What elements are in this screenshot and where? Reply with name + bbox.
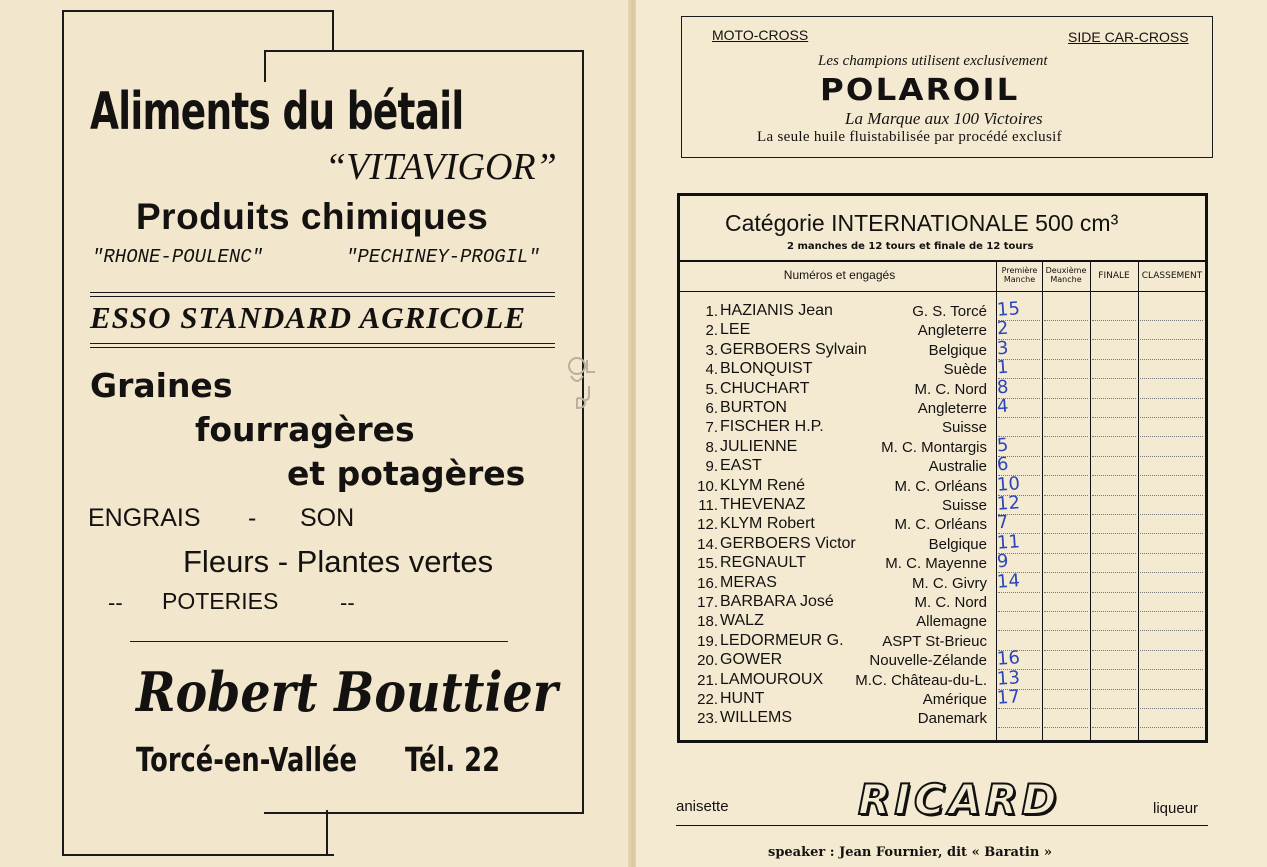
entry-dotline xyxy=(1092,689,1136,690)
row-club: M. C. Nord xyxy=(914,380,987,398)
row-number: 15. xyxy=(697,555,718,573)
row-number: 18. xyxy=(697,613,718,631)
entry-dotline xyxy=(1092,630,1136,631)
row-club: M. C. Orléans xyxy=(894,516,987,534)
entry-dotline xyxy=(1140,650,1203,651)
entry-dotline xyxy=(1044,320,1088,321)
entry-dotline xyxy=(1044,708,1088,709)
entry-dotline xyxy=(1140,592,1203,593)
entry-dotline xyxy=(1044,456,1088,457)
entry-dotline xyxy=(998,417,1040,418)
entry-dotline xyxy=(1140,514,1203,515)
entry-dotline xyxy=(1044,611,1088,612)
row-number: 12. xyxy=(697,516,718,534)
row-rider: FISCHER H.P. xyxy=(720,418,824,436)
row-club: M. C. Orléans xyxy=(894,477,987,495)
handwritten-result: 10 xyxy=(996,472,1021,496)
row-club: Nouvelle-Zélande xyxy=(869,652,987,670)
entry-dotline xyxy=(1092,553,1136,554)
row-number: 23. xyxy=(697,710,718,728)
handwritten-result: 8 xyxy=(996,376,1010,398)
ad-line-pechiney: "PECHINEY-PROGIL" xyxy=(346,246,540,268)
row-rider: KLYM Robert xyxy=(720,515,815,533)
table-col-rule xyxy=(1042,262,1043,740)
table-subtitle: 2 manches de 12 tours et finale de 12 tours xyxy=(787,241,1034,252)
entry-dotline xyxy=(1140,533,1203,534)
entry-dotline xyxy=(1044,514,1088,515)
row-club: Australie xyxy=(928,458,987,476)
entry-dotline xyxy=(1092,339,1136,340)
entry-dotline xyxy=(1140,378,1203,379)
entry-dotline xyxy=(1092,611,1136,612)
polaroil-brand: POLAROIL xyxy=(820,73,1020,108)
ad-line-rhone-poulenc: "RHONE-POULENC" xyxy=(92,246,264,268)
handwritten-result: 14 xyxy=(996,569,1021,593)
entry-dotline xyxy=(1092,708,1136,709)
header-entries: Numéros et engagés xyxy=(783,268,896,282)
row-club: Danemark xyxy=(917,710,987,728)
header-first-heat: Première Manche xyxy=(1001,266,1038,284)
ricard-brand: RICARD xyxy=(858,775,1061,824)
ad-line-vitavigor: “VITAVIGOR” xyxy=(325,146,557,188)
ad-rule xyxy=(90,347,555,348)
handwritten-result: 13 xyxy=(996,666,1021,690)
speaker-credit: speaker : Jean Fournier, dit « Baratin » xyxy=(768,845,1052,860)
entry-dotline xyxy=(1044,378,1088,379)
entry-dotline xyxy=(1044,650,1088,651)
entry-dotline xyxy=(1044,533,1088,534)
row-number: 10. xyxy=(697,477,718,495)
row-club: Belgique xyxy=(928,341,987,359)
entry-dotline xyxy=(1092,475,1136,476)
row-number: 17. xyxy=(697,594,718,611)
entry-dotline xyxy=(1140,708,1203,709)
ad-line-aliments: Aliments du bétail xyxy=(90,82,464,142)
entry-dotline xyxy=(1140,553,1203,554)
handwritten-result: 3 xyxy=(996,337,1010,360)
entry-dotline xyxy=(1092,495,1136,496)
row-rider: WALZ xyxy=(720,612,764,630)
ad-line-engrais: ENGRAIS xyxy=(88,504,201,532)
row-number: 3. xyxy=(705,341,718,359)
entry-dotline xyxy=(1092,572,1136,573)
row-rider: BLONQUIST xyxy=(720,360,813,378)
handwritten-result: 2 xyxy=(996,318,1010,340)
row-rider: GERBOERS Sylvain xyxy=(720,340,867,358)
row-club: Angleterre xyxy=(917,400,987,417)
entry-dotline xyxy=(1140,611,1203,612)
entry-dotline xyxy=(1044,669,1088,670)
ad-line-son: SON xyxy=(300,504,355,532)
row-number: 8. xyxy=(705,438,718,456)
polaroil-tagline: Les champions utilisent exclusivement xyxy=(818,53,1048,69)
row-number: 19. xyxy=(697,632,718,650)
ad-dash-right: -- xyxy=(340,590,355,615)
ad-line-esso: ESSO STANDARD AGRICOLE xyxy=(90,300,527,335)
row-number: 21. xyxy=(697,671,718,689)
entry-dotline xyxy=(1092,359,1136,360)
entry-dotline xyxy=(1140,727,1203,728)
row-club: Allemagne xyxy=(916,613,987,631)
row-rider: EAST xyxy=(720,457,762,475)
entry-dotline xyxy=(1140,359,1203,360)
entry-dotline xyxy=(1092,378,1136,379)
row-rider: KLYM René xyxy=(720,476,806,494)
ad-line-poteries: POTERIES xyxy=(162,588,279,614)
handwritten-result: 17 xyxy=(996,686,1021,709)
polaroil-motocross: MOTO-CROSS xyxy=(712,27,809,43)
entry-dotline xyxy=(1140,572,1203,573)
ad-rule xyxy=(90,296,555,297)
row-club: ASPT St-Brieuc xyxy=(882,632,987,650)
row-number: 5. xyxy=(705,380,718,398)
row-rider: LAMOUROUX xyxy=(720,670,824,688)
row-club: Belgique xyxy=(928,535,987,553)
row-club: M. C. Nord xyxy=(914,594,987,611)
handwritten-result: 9 xyxy=(996,550,1010,573)
ricard-anisette: anisette xyxy=(676,798,729,815)
row-rider: GOWER xyxy=(720,651,783,669)
handwritten-result: 15 xyxy=(996,298,1021,321)
handwritten-result: 11 xyxy=(996,531,1021,554)
row-club: Suisse xyxy=(941,419,987,437)
table-col-rule xyxy=(1138,262,1139,740)
ad-line-fourrageres: fourragères xyxy=(195,410,415,449)
row-rider: LEE xyxy=(720,321,751,339)
library-stamp-icon xyxy=(567,352,603,412)
row-rider: WILLEMS xyxy=(720,709,793,727)
ad-dash-left: -- xyxy=(108,590,123,615)
ad-town: Torcé-en-Vallée xyxy=(136,740,357,779)
row-club: Amérique xyxy=(922,691,987,708)
entry-dotline xyxy=(1140,339,1203,340)
entry-dotline xyxy=(1140,417,1203,418)
handwritten-result: 7 xyxy=(996,512,1010,534)
row-number: 11. xyxy=(698,497,718,514)
entry-dotline xyxy=(1092,533,1136,534)
polaroil-sidecar: SIDE CAR-CROSS xyxy=(1068,29,1189,45)
entry-dotline xyxy=(1044,398,1088,399)
entry-dotline xyxy=(998,727,1040,728)
entry-dotline xyxy=(1140,669,1203,670)
row-club: M.C. Château-du-L. xyxy=(855,671,987,689)
entry-dotline xyxy=(1092,727,1136,728)
ad-line-potageres: et potagères xyxy=(287,454,526,493)
entry-dotline xyxy=(1140,320,1203,321)
row-club: M. C. Montargis xyxy=(881,438,987,456)
table-rule xyxy=(680,291,1205,292)
entry-dotline xyxy=(998,592,1040,593)
handwritten-result: 12 xyxy=(996,492,1021,515)
entry-dotline xyxy=(1140,495,1203,496)
entry-dotline xyxy=(1044,727,1088,728)
ad-company-name: Robert Bouttier xyxy=(136,660,558,724)
entry-dotline xyxy=(1140,456,1203,457)
entry-dotline xyxy=(1044,417,1088,418)
row-number: 4. xyxy=(705,361,718,379)
entry-dotline xyxy=(1092,514,1136,515)
row-rider: HUNT xyxy=(720,690,765,707)
row-number: 22. xyxy=(697,691,718,708)
row-club: Suède xyxy=(943,361,987,379)
entry-dotline xyxy=(1092,650,1136,651)
entry-dotline xyxy=(998,611,1040,612)
entry-dotline xyxy=(1044,630,1088,631)
row-number: 6. xyxy=(705,400,718,417)
entry-dotline xyxy=(1044,572,1088,573)
polaroil-detail: La seule huile fluistabilisée par procédé exclusif xyxy=(757,129,1062,145)
row-rider: LEDORMEUR G. xyxy=(720,631,844,649)
ricard-rule xyxy=(676,825,1208,826)
row-rider: CHUCHART xyxy=(720,379,810,397)
row-rider: REGNAULT xyxy=(720,554,806,572)
handwritten-result: 4 xyxy=(996,395,1010,418)
header-final: FINALE xyxy=(1098,271,1130,281)
row-club: Angleterre xyxy=(917,322,987,340)
row-club: G. S. Torcé xyxy=(912,303,987,320)
header-ranking: CLASSEMENT xyxy=(1141,271,1203,281)
entry-dotline xyxy=(1044,475,1088,476)
ad-phone: Tél. 22 xyxy=(405,740,500,779)
table-title: Catégorie INTERNATIONALE 500 cm³ xyxy=(725,210,1119,236)
header-second-heat: Deuxième Manche xyxy=(1045,266,1087,284)
ad-rule xyxy=(90,343,555,344)
row-rider: GERBOERS Victor xyxy=(720,534,856,552)
entry-dotline xyxy=(998,708,1040,709)
entry-dotline xyxy=(1044,495,1088,496)
entry-dotline xyxy=(1140,630,1203,631)
row-number: 20. xyxy=(697,652,718,670)
row-rider: BURTON xyxy=(720,399,787,416)
entry-dotline xyxy=(1044,339,1088,340)
entry-dotline xyxy=(1140,475,1203,476)
entry-dotline xyxy=(1044,359,1088,360)
table-col-rule xyxy=(1090,262,1091,740)
entry-dotline xyxy=(998,630,1040,631)
entry-dotline xyxy=(1092,417,1136,418)
entry-dotline xyxy=(1140,436,1203,437)
table-rule xyxy=(680,260,1205,262)
polaroil-slogan: La Marque aux 100 Victoires xyxy=(845,109,1043,128)
handwritten-result: 5 xyxy=(996,434,1010,457)
entry-dotline xyxy=(1140,398,1203,399)
row-number: 1. xyxy=(705,303,718,320)
row-club: M. C. Givry xyxy=(912,574,987,592)
row-rider: BARBARA José xyxy=(720,593,834,610)
entry-dotline xyxy=(1140,689,1203,690)
entry-dotline xyxy=(1092,398,1136,399)
ricard-liqueur: liqueur xyxy=(1153,800,1199,817)
row-rider: HAZIANIS Jean xyxy=(720,302,833,319)
entry-dotline xyxy=(1044,592,1088,593)
handwritten-result: 6 xyxy=(996,453,1010,476)
entry-dotline xyxy=(1044,436,1088,437)
row-number: 7. xyxy=(705,419,718,437)
entry-dotline xyxy=(1092,592,1136,593)
entry-dotline xyxy=(1044,689,1088,690)
entry-dotline xyxy=(1044,553,1088,554)
row-club: M. C. Mayenne xyxy=(885,555,987,573)
handwritten-result: 1 xyxy=(996,356,1010,379)
row-number: 9. xyxy=(705,458,718,476)
row-rider: MERAS xyxy=(720,573,777,591)
ad-line-graines: Graines xyxy=(90,366,233,405)
ad-separator: - xyxy=(248,504,257,532)
ad-frame-corner xyxy=(262,810,328,854)
ad-rule xyxy=(130,641,508,642)
row-rider: THEVENAZ xyxy=(720,496,806,513)
entry-dotline xyxy=(1092,456,1136,457)
row-number: 14. xyxy=(697,535,718,553)
entry-dotline xyxy=(1092,669,1136,670)
row-number: 16. xyxy=(697,574,718,592)
handwritten-result: 16 xyxy=(996,647,1021,670)
row-club: Suisse xyxy=(941,497,987,514)
row-number: 2. xyxy=(705,322,718,340)
ad-line-produits: Produits chimiques xyxy=(136,196,489,237)
ad-rule xyxy=(90,292,555,293)
row-rider: JULIENNE xyxy=(720,437,798,455)
entry-dotline xyxy=(1092,436,1136,437)
entry-dotline xyxy=(1092,320,1136,321)
ad-line-fleurs: Fleurs - Plantes vertes xyxy=(183,544,494,579)
